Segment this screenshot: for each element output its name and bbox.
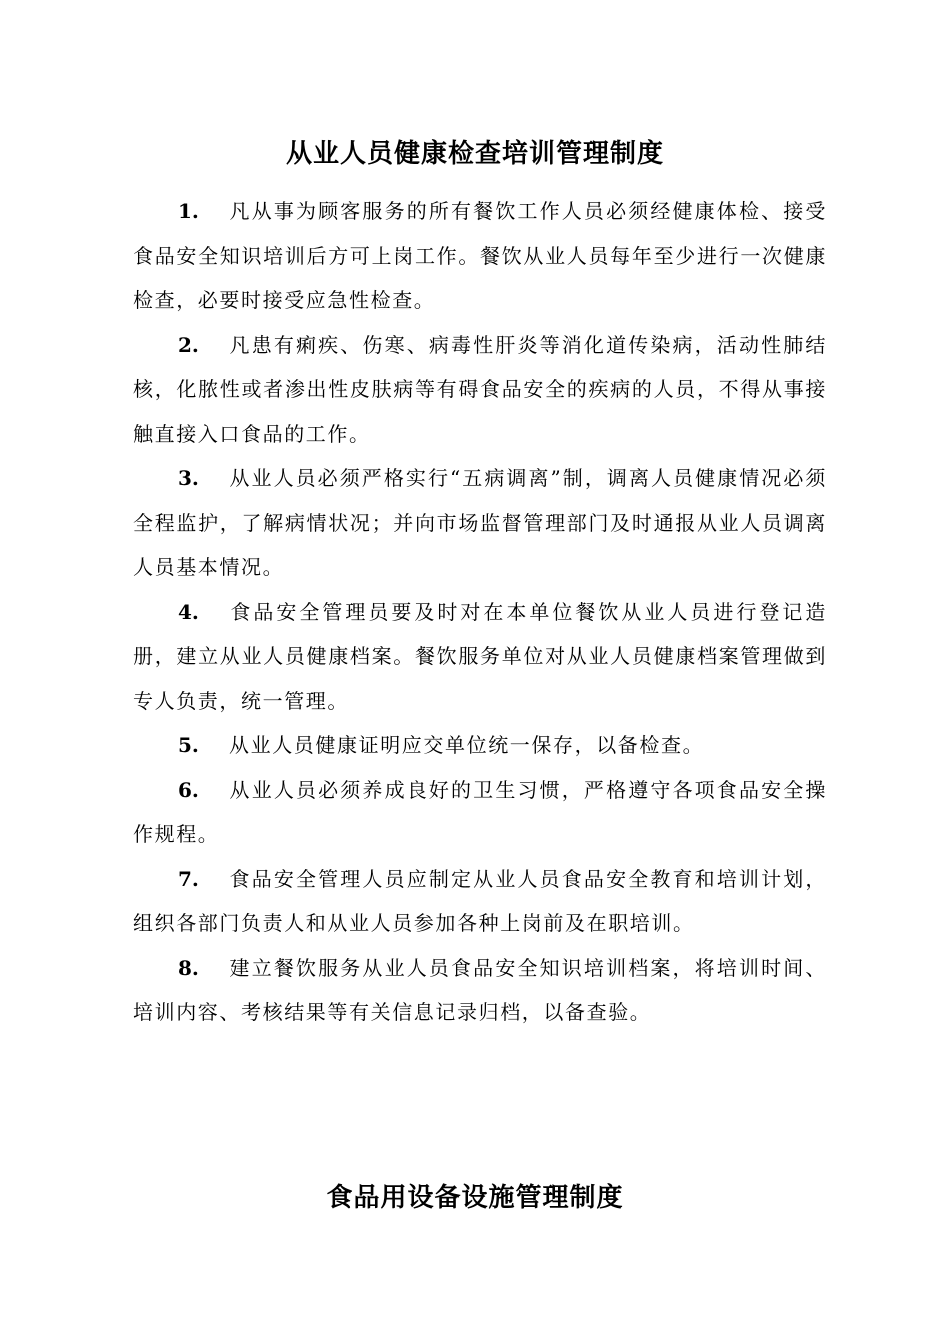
item-number: 2.	[178, 332, 199, 357]
document-body	[133, 189, 827, 1035]
item-text: 凡患有痢疾、伤寒、病毒性肝炎等消化道传染病，活动性肺结核，化脓性或者渗出性皮肤病等有碍食品安全的疾病的人员，不得从事接触直接入口食品的工作。	[133, 332, 827, 446]
item-number: 6.	[178, 777, 199, 802]
list-item	[133, 590, 827, 724]
item-number: 5.	[178, 733, 199, 757]
item-text: 从业人员必须严格实行“五病调离”制，调离人员健康情况必须全程监护，了解病情状况；并向市场监督管理部门及时通报从业人员调离人员基本情况。	[133, 466, 827, 579]
item-text: 从业人员健康证明应交单位统一保存，以备检查。	[229, 733, 705, 757]
next-section-title: 食品用设备设施管理制度	[326, 1183, 624, 1213]
list-item	[133, 768, 827, 857]
list-item	[133, 723, 827, 768]
list-item	[133, 857, 827, 946]
item-number: 4.	[178, 599, 199, 624]
document-title: 从业人员健康检查培训管理制度	[285, 139, 664, 169]
item-text: 食品安全管理人员应制定从业人员食品安全教育和培训计划，组织各部门负责人和从业人员参加各种上岗前及在职培训。	[133, 866, 827, 935]
list-item	[133, 456, 827, 590]
item-number: 3.	[178, 466, 199, 490]
item-text: 食品安全管理员要及时对在本单位餐饮从业人员进行登记造册，建立从业人员健康档案。餐饮服务单位对从业人员健康档案管理做到专人负责，统一管理。	[133, 599, 827, 713]
item-number: 8.	[178, 955, 199, 980]
list-item	[133, 946, 827, 1035]
list-item	[133, 323, 827, 457]
item-text: 从业人员必须养成良好的卫生习惯，严格遵守各项食品安全操作规程。	[133, 777, 827, 846]
list-item	[133, 189, 827, 323]
item-text: 建立餐饮服务从业人员食品安全知识培训档案，将培训时间、培训内容、考核结果等有关信息记录归档，以备查验。	[133, 955, 827, 1024]
item-number: 7.	[178, 866, 199, 891]
item-number: 1.	[178, 199, 199, 223]
item-text: 凡从事为顾客服务的所有餐饮工作人员必须经健康体检、接受食品安全知识培训后方可上岗工作。餐饮从业人员每年至少进行一次健康检查，必要时接受应急性检查。	[133, 199, 827, 312]
